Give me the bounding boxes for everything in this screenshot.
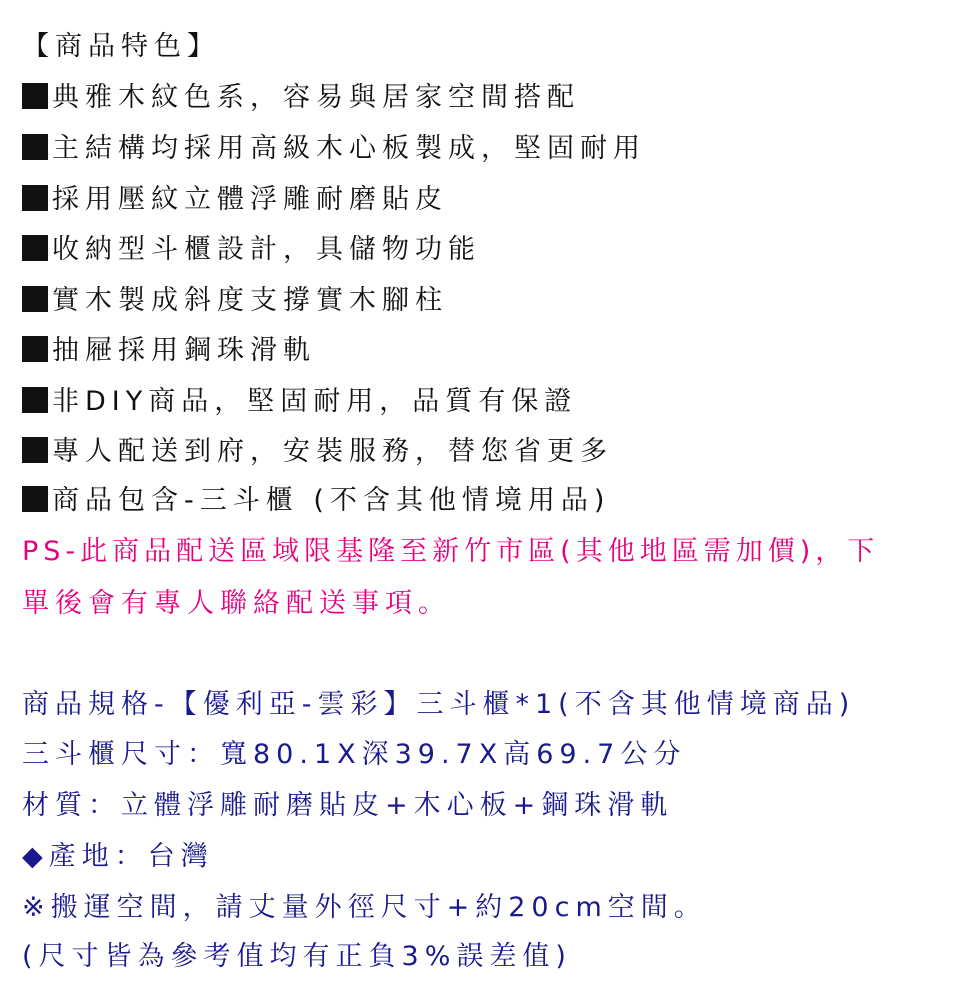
spec-size: 三斗櫃尺寸：寬80.1X深39.7X高69.7公分 [22,739,687,770]
feature-text: 抽屜採用鋼珠滑軌 [52,335,316,366]
square-bullet-icon [22,336,48,362]
feature-item [22,233,481,267]
feature-text: 收納型斗櫃設計，具儲物功能 [52,234,481,265]
feature-text: 典雅木紋色系，容易與居家空間搭配 [52,82,580,113]
square-bullet-icon [22,83,48,109]
feature-item [22,385,577,419]
features-header: 【商品特色】 [22,31,220,62]
feature-text: 專人配送到府，安裝服務，替您省更多 [52,436,613,467]
feature-text: 主結構均採用高級木心板製成，堅固耐用 [52,133,646,164]
feature-item [22,484,610,518]
square-bullet-icon [22,185,48,211]
spec-material: 材質：立體浮雕耐磨貼皮+木心板+鋼珠滑軌 [22,790,674,821]
square-bullet-icon [22,286,48,312]
feature-text: 商品包含-三斗櫃 (不含其他情境用品) [52,485,611,516]
feature-text: 非DIY商品，堅固耐用，品質有保證 [52,386,578,417]
delivery-notice-line-2: 單後會有專人聯絡配送事項。 [22,588,451,619]
feature-item [22,81,580,115]
square-bullet-icon [22,235,48,261]
feature-item [22,435,613,469]
feature-item [22,334,316,368]
square-bullet-icon [22,387,48,413]
delivery-notice-line-1: PS-此商品配送區域限基隆至新竹市區(其他地區需加價)，下 [22,536,880,567]
feature-item [22,183,448,217]
feature-text: 實木製成斜度支撐實木腳柱 [52,285,448,316]
feature-item [22,284,448,318]
spec-size-note: (尺寸皆為參考值均有正負3%誤差值) [22,941,572,972]
square-bullet-icon [22,134,48,160]
spec-moving-note: ※搬運空間，請丈量外徑尺寸+約20cm空間。 [22,892,707,923]
spec-origin: ◆產地：台灣 [22,841,214,872]
feature-item [22,132,646,166]
square-bullet-icon [22,437,48,463]
spec-product: 商品規格-【優利亞-雲彩】三斗櫃*1(不含其他情境商品) [22,689,856,720]
square-bullet-icon [22,486,48,512]
feature-text: 採用壓紋立體浮雕耐磨貼皮 [52,184,448,215]
